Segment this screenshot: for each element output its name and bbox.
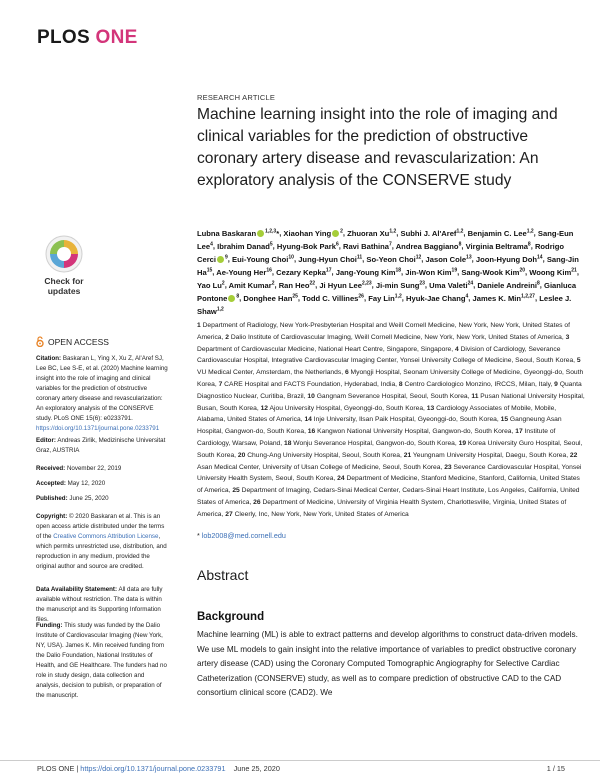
affiliation [261,405,425,412]
received-date: November 22, 2019 [66,465,122,472]
author[interactable] [429,281,473,290]
author-affiliation-sup: 11 [356,254,363,261]
author[interactable] [405,268,457,277]
orcid-icon[interactable] [217,256,224,263]
author-name: Sang-Wook Kim [461,267,520,277]
affiliation-number: 18 [283,439,292,447]
author[interactable] [277,242,339,251]
author-affiliation-sup: 19 [451,267,458,274]
author-name: Joon-Hyung Doh [475,254,538,264]
open-access-row [36,336,109,347]
author-name: Ran Heo [278,280,310,290]
editor-block [36,436,168,456]
affiliation-number: 14 [304,416,312,424]
affiliation-number: 16 [307,428,316,436]
affiliation [399,381,552,388]
affiliation-number: 9 [554,380,558,388]
author-name: Ji Hyun Lee [319,280,362,290]
editor-label: Editor: [36,437,56,444]
article-title: Machine learning insight into the role of imaging and clinical variables for the prediction of obstructive coronary artery disease and revascularization: An exploratory analysis of the CONSERVE study [197,106,558,189]
copyright-label: Copyright: [36,513,68,520]
author-name: Zhuoran Xu [347,228,390,238]
citation-doi-link[interactable]: https://doi.org/10.1371/journal.pone.0233791 [36,425,160,432]
author-affiliation-sup: 16 [266,267,272,274]
affiliation-text: Department of Imaging, Cedars-Sinai Medical Center, Cedars-Sinai Heart Institute, Los Angeles, California, United States of America, [197,487,580,506]
affiliation-text: Department of Medicine, Stanford Medicine, Stanford, California, United States of America, [197,475,580,495]
author-name: Sang-Jin Ha [197,254,579,277]
affiliation [308,428,514,435]
affiliation-text: Gangneung Asan Hospital, Gangwon-do, South Korea, [197,416,562,436]
author-name: Fay Lin [368,293,395,303]
author-affiliation-sup: 10 [288,254,294,261]
author[interactable] [276,268,331,277]
author[interactable] [368,294,402,303]
author-affiliation-sup: 1,2 [216,306,224,313]
author-name: So-Yeon Choi [366,254,416,264]
author-affiliation-sup: 2,23 [361,280,372,287]
footer-page-number: 1 / 15 [546,764,565,773]
affiliation-text: Yeungnam University Hospital, Daegu, South Korea, [412,451,569,459]
data-availability-text: All data are fully available without restriction. The data is within the manuscript and its Supporting Information files. [36,586,163,623]
affiliation-text: Asan Medical Center, University of Ulsan College of Medicine, Seoul, South Korea, [197,463,443,471]
received-block [36,464,168,474]
author-name: Amit Kumar [228,280,272,290]
open-access-label: OPEN ACCESS [48,336,109,347]
author-affiliation-sup: 2 [221,280,225,287]
copyright-text-2: , which permits unrestricted use, distribution, and reproduction in any medium, provided the original author and source are credited. [36,533,167,570]
affiliation-number: 8 [398,380,403,388]
author[interactable] [229,281,275,290]
affiliation-text: Department of Medicine, University of Virginia Health System, Charlottesville, Virginia, United States of America, [197,498,567,518]
author-name: Cezary Kepka [276,267,326,277]
author-affiliation-sup: 1,2,27 [521,293,535,300]
copyright-block [36,512,168,572]
author-affiliation-sup: 24 [467,280,474,287]
author-affiliation-sup: 13 [466,254,472,261]
affiliation-text: Severance Cardiovascular Hospital, Yonsei University Health System, Seoul, South Korea, [197,463,582,483]
corresponding-email-link[interactable]: lob2008@med.cornell.edu [201,531,286,540]
author[interactable] [376,281,425,290]
affiliation-number: 20 [237,451,246,459]
affiliation-number: 12 [260,404,269,412]
author[interactable] [477,281,539,290]
affiliation-text: Cardiology Associates of Mobile, Mobile, Alabama, United States of America, [197,404,557,424]
affiliation [219,381,397,388]
accepted-label: Accepted: [36,480,66,487]
abstract-heading: Abstract [197,567,249,583]
affiliation-number: 19 [458,439,467,447]
author[interactable] [279,281,315,290]
copyright-text-1: © 2020 Baskaran et al. This is an open access article distributed under the terms of the [36,513,165,540]
author[interactable] [216,268,272,277]
author[interactable] [197,281,225,290]
author-name: Jason Cole [425,254,467,264]
article-type: RESEARCH ARTICLE [197,93,276,102]
affiliation-text: Kangwon National University Hospital, Gangwon-do, South Korea, [317,428,514,436]
author-affiliation-sup: 18 [395,267,402,274]
author-name: Hyuk-Jae Chang [405,293,466,303]
author-name: Xiaohan Ying [283,228,332,238]
affiliation-text: Cleerly, Inc, New York, New York, United States of America [234,510,409,518]
citation-block [36,354,168,434]
author-name: Todd C. Villines [302,293,359,303]
author-name: Donghee Han [243,293,293,303]
published-block [36,494,168,504]
footer-doi-link[interactable]: https://doi.org/10.1371/journal.pone.0233791 [80,764,226,773]
affiliation-number: 5 [576,357,581,365]
citation-label: Citation: [36,355,62,362]
author-affiliation-sup: 17 [325,267,332,274]
author-affiliation-sup: 1,2,3 [265,228,277,234]
author-name: Yao Lu [197,280,222,290]
page-footer [37,764,565,773]
corresponding-mark: * [197,531,200,540]
footer-divider [0,760,600,761]
author-affiliation-sup: 5 [269,241,273,248]
author[interactable] [343,242,392,251]
affiliation-text: Myongji Hospital, Seonam University College of Medicine, Gyeonggi-do, South Korea, [197,369,584,388]
author[interactable] [336,268,401,277]
author[interactable] [529,268,577,277]
received-label: Received: [36,465,66,472]
author-name: James K. Min [472,293,522,303]
affiliation-number: 6 [344,369,349,377]
affiliation-list [197,320,585,521]
affiliation-number: 3 [565,333,570,341]
orcid-icon[interactable] [228,295,235,302]
author-affiliation-sup: 26 [358,293,364,300]
affiliation-text: Department of Radiology, New York-Presbyterian Hospital and Weill Cornell Medicine, New York, New York, United States of America, [197,322,570,341]
author[interactable] [406,294,468,303]
corresponding-email-row [197,531,286,540]
affiliation-text: VU Medical Center, Amsterdam, the Netherlands, [197,369,344,377]
affiliation-number: 27 [225,510,233,518]
check-updates-line2: updates [47,286,81,296]
author-name: Ae-Young Her [216,267,267,277]
affiliation-text: Gangnam Severance Hospital, Seoul, South Korea, [316,392,470,400]
author-name: Andrea Baggiano [395,241,459,251]
author-name: Jang-Young Kim [335,267,396,277]
license-link[interactable]: Creative Commons Attribution License [53,533,159,540]
author-name: Virginia Beltrama [465,241,528,251]
author-affiliation-sup: 1,2 [389,228,397,234]
author[interactable] [232,255,294,264]
journal-logo [37,27,138,49]
author[interactable] [347,229,396,238]
author-affiliation-sup: 6 [335,241,339,248]
author-affiliation-sup: 1,2 [394,293,402,300]
affiliation-number: 24 [337,475,345,483]
funding-block [36,621,168,701]
author-name: Lubna Baskaran [197,228,257,238]
affiliation-number: 15 [500,416,509,424]
author-affiliation-sup: 1,2 [456,228,464,234]
author[interactable] [401,229,464,238]
affiliation-text: Department of Cardiovascular Medicine, National Heart Centre, Singapore, Singapore, [197,345,454,353]
funding-text: This study was funded by the Dalio Institute of Cardiovascular Imaging (New York, NY, USA). James K. Min received funding from the Dalio Foundation, National Institutes of Health, and GE Healthcare. The funders had no role in study design, data collection and analysis, decision to publish, or preparation of the manuscript. [36,622,167,699]
author-affiliation-sup: 4 [465,293,469,300]
affiliation-number: 11 [471,392,479,400]
affiliation-number: 1 [197,322,201,329]
author-affiliation-sup: 8 [458,241,462,248]
author[interactable] [243,294,298,303]
affiliation-text: CARE Hospital and FACTS Foundation, Hyderabad, India, [224,380,398,388]
author-affiliation-sup: 8 [236,293,240,300]
author[interactable] [283,229,342,238]
author[interactable] [473,294,535,303]
affiliation-text: Centro Cardiologico Monzino, IRCCS, Milan, Italy, [404,380,553,388]
author[interactable] [476,255,543,264]
footer-date: June 25, 2020 [233,764,280,773]
affiliation [284,440,457,447]
journal-logo-part1: PLOS [37,27,90,48]
affiliation-number: 4 [454,345,459,353]
editor-text: Andreas Zirlik, Medizinische Universitat Graz, AUSTRIA [36,437,166,454]
author[interactable] [466,242,531,251]
accepted-date: May 12, 2020 [67,480,106,487]
affiliation-number: 25 [232,487,240,495]
affiliation [238,452,402,459]
author[interactable] [396,242,462,251]
affiliation [225,511,409,518]
affiliation-text: Dalio Institute of Cardiovascular Imaging, Weill Cornell Medicine, New York, New York, United States of America, [230,333,564,341]
affiliation [225,334,564,341]
author[interactable] [298,255,362,264]
footer-separator: | [76,764,79,773]
published-label: Published: [36,495,68,502]
check-updates-icon [44,234,84,274]
author-affiliation-sup: 25 [292,293,298,300]
author-name: Subhi J. Al'Aref [400,228,457,238]
author[interactable] [366,255,421,264]
author[interactable] [468,229,534,238]
author-affiliation-sup: 14 [537,254,543,261]
author-affiliation-sup: 9 [225,254,228,261]
author-affiliation-sup: 1,2 [526,228,534,234]
affiliation-text: Korea University Guro Hospital, Seoul, South Korea, [197,439,583,459]
author-affiliation-sup: 21 [571,267,577,274]
affiliation-text: Inje University, Ilsan Paik Hospital, Gyeonggi-do, South Korea, [313,416,499,424]
affiliation [307,393,469,400]
affiliation-number: 13 [426,404,435,412]
author-name: Daniele Andreini [477,280,538,290]
author-name: Ravi Bathina [342,241,389,251]
author-list: Lubna Baskaran $^{1,2,3}$*, Xiaohan Ying $^2$, Zhuoran Xu$^{1,2}$, Subhi J. Al'Aref$^{1,2}$, Benjamin C. Lee$^{1,2}$, Sang-Eun Lee$^4$, Ibrahim Danad$^5$, Hyung-Bok Park$^6$, Ravi Bathina$^7$, Andrea Baggiano$^8$, Virginia Beltrama$^8$, Rodrigo Cerci $^9$, Eui-Young Choi$^{10}$, Jung-Hyun Choi$^{11}$, So-Yeon Choi$^{12}$, Jason Cole$^{13}$, Joon-Hyung Doh$^{14}$, Sang-Jin Ha$^{15}$, Ae-Young Her$^{16}$, Cezary Kepka$^{17}$, Jang-Young Kim$^{18}$, Jin-Won Kim$^{19}$, Sang-Wook Kim$^{20}$, Woong Kim$^{21}$, Yao Lu$^2$, Amit Kumar$^2$, Ran Heo$^{22}$, Ji Hyun Lee$^{2,23}$, Ji-min Sung$^{23}$, Uma Valeti$^{24}$, Daniele Andreini$^8$, Gianluca Pontone $^8$, Donghee Han$^{25}$, Todd C. Villines$^{26}$, Fay Lin$^{1,2}$, Hyuk-Jae Chang$^4$, James K. Min$^{1,2,27}$, Leslee J. Shaw$^{1,2}$ [197,228,579,316]
author[interactable] [302,294,364,303]
author-affiliation-sup: 12 [415,254,422,261]
author[interactable] [461,268,525,277]
published-date: June 25, 2020 [69,495,109,502]
author-affiliation-sup: 7 [388,241,392,248]
author-affiliation-sup: 20 [519,267,525,274]
author[interactable] [319,281,371,290]
orcid-icon[interactable] [332,230,339,237]
author-name: Ibrahim Danad [217,241,270,251]
affiliation-text: Wonju Severance Hospital, Gangwon-do, South Korea, [293,439,457,447]
affiliation-number: 26 [253,498,261,506]
accepted-block [36,479,168,489]
affiliation-number: 22 [569,451,578,459]
affiliation-text: Ajou University Hospital, Gyeonggi-do, South Korea, [269,404,425,412]
open-access-lock-icon [36,336,44,347]
author-name: Hyung-Bok Park [276,241,336,251]
affiliation-text: Institute of Cardiology, Warsaw, Poland, [197,428,556,447]
affiliation-number: 2 [225,333,229,341]
affiliation [404,452,568,459]
corresponding-author-mark: * [276,228,280,238]
affiliation-text: Division of Cardiology, Severance Cardiovascular Hospital, Integrative Cardiovascular Imaging Center, Yonsei University College of Medicine, Seoul, South Korea, [197,345,576,365]
background-heading: Background [197,611,265,623]
author-name: Sang-Eun Lee [197,228,574,251]
author-name: Jin-Won Kim [405,267,452,277]
citation-text: Baskaran L, Ying X, Xu Z, Al'Aref SJ, Lee BC, Lee S-E, et al. (2020) Machine learning insight into the role of imaging and clinical variables for the prediction of obstructive coronary artery disease and revascularization: An exploratory analysis of the CONSERVE study. PLoS ONE 15(6): e0233791. [36,355,168,422]
author-name: Eui-Young Choi [232,254,289,264]
background-text: Machine learning (ML) is able to extract patterns and develop algorithms to construct data-driven models. We use ML models to gain insight into the relative importance of variables to predict obstructive coronary artery disease (CAD) using the Coronary Computed Tomographic Angiography for Selective Cardiac Catheterization (CONSERVE) study, as well as to compare prediction of obstructive CAD to the CAD consortium clinical score (CAD2). We [197,630,578,698]
affiliation-text: Chung-Ang University Hospital, Seoul, South Korea, [247,451,402,459]
author-affiliation-sup: 15 [206,267,213,274]
author-affiliation-sup: 8 [527,241,531,248]
author-name: Ji-min Sung [375,280,420,290]
affiliation-number: 17 [515,428,523,436]
author-name: Woong Kim [529,267,572,277]
check-updates-line1: Check for [44,276,84,286]
author-affiliation-sup: 22 [309,280,316,287]
author-affiliation-sup: 4 [210,241,213,248]
affiliation [304,416,498,423]
affiliation-text: Quanta Diagnostico Nuclear, Curitiba, Brazil, [197,380,582,400]
check-for-updates-badge[interactable] [36,234,92,296]
affiliation-text: Pusan National University Hospital, Busan, South Korea, [197,392,585,412]
author[interactable] [217,242,273,251]
author-name: Gianluca Pontone [197,280,577,303]
data-availability-block [36,585,168,625]
author-affiliation-sup: 2 [340,228,343,234]
author-name: Benjamin C. Lee [467,228,527,238]
affiliation-number: 23 [444,463,452,471]
author-name: Jung-Hyun Choi [298,254,357,264]
affiliation-number: 21 [403,451,412,459]
author[interactable] [197,229,279,238]
affiliation-number: 10 [307,392,315,400]
journal-logo-part2: ONE [95,27,138,48]
author-affiliation-sup: 2 [271,280,275,287]
author[interactable] [426,255,472,264]
footer-journal: PLOS ONE [37,764,75,773]
affiliation-number: 7 [218,380,223,388]
author-name: Leslee J. Shaw [197,293,572,316]
author-affiliation-sup: 23 [419,280,425,287]
author-affiliation-sup: 8 [537,280,540,287]
funding-label: Funding: [36,622,63,629]
author-name: Rodrigo Cerci [197,241,565,264]
orcid-icon[interactable] [257,230,264,237]
author-name: Uma Valeti [429,280,468,290]
data-availability-label: Data Availability Statement: [36,586,118,593]
